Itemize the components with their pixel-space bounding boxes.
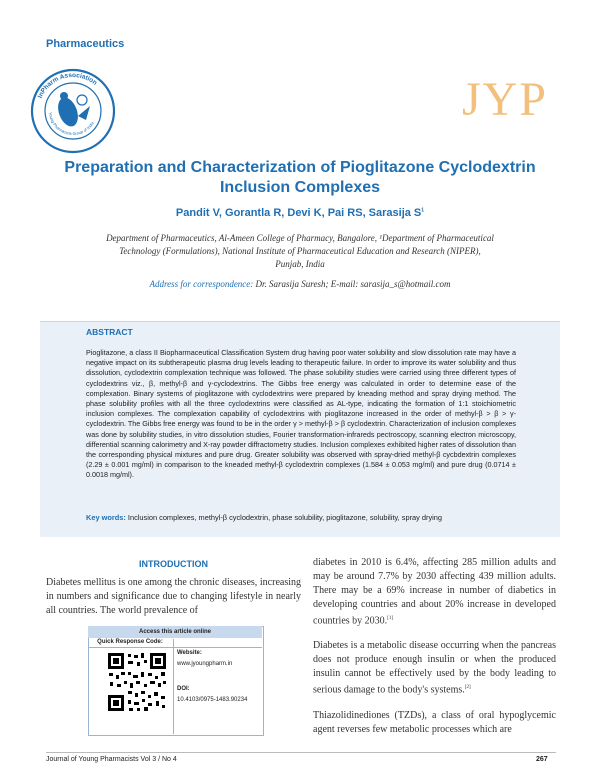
affiliations <box>92 232 508 271</box>
footer-page-number: 267 <box>536 756 548 763</box>
keywords <box>86 513 526 522</box>
title-line-2: Inclusion Complexes <box>219 179 381 196</box>
title-line-1: Preparation and Characterization of Pioglitazone Cyclodextrin <box>64 159 536 176</box>
affil-line-3: Punjab, India <box>275 259 325 269</box>
website-link[interactable]: www.jyoungpharm.in <box>177 661 233 667</box>
article-title <box>40 158 560 198</box>
doi-link[interactable]: 10.4103/0975-1483.90234 <box>177 697 248 703</box>
citation: [2] <box>464 685 471 691</box>
correspondence <box>40 279 560 289</box>
qr-code[interactable] <box>106 651 168 713</box>
logo-ring-text: InPharm Association <box>36 71 99 100</box>
footer-divider <box>46 752 556 753</box>
affil-line-1: Department of Pharmaceutics, Al-Ameen College of Pharmacy, Bangalore, ¹Department of Pharmaceutical <box>106 233 494 243</box>
logo-inner-text: Young Pharmacists Group of India <box>48 111 95 137</box>
abstract-text: Pioglitazone, a class II Biopharmaceutical Classification System drug having poor water solubility and slow dissolution rate may have a negative impact on its subtherapeutic plasma drug levels leading to therapeutic failure. In order to improve its water solubility and thus dissolution, cyclodextrin complexation technique was followed. The phase solubility studies were carried using three different types of cyclodextrins viz., β, methyl-β and γ-cyclodextrins. The Gibbs free energy was calculated in order to determine ease of the complexation. Binary systems of pioglitazone with cyclodextrins were prepared by kneading method and spray drying method. The phase solubility profiles with all the three cyclodextrins were classified as AL-type, indicating the formation of 1:1 stoichiometric inclusion complexes. The complexation capability of cyclodextrins with pioglitazone increased in the order of methyl-β > β > γ-cyclodextrin. The Gibbs free energy was found to be in the order γ > methyl-β > β cyclodextrin. Characterization of inclusion complexes was done by solubility studies, in vitro dissolution studies, Fourier transformation-infrareds pectroscopy, scanning electron microscopy, differential scanning calorimetry and X-ray powder diffractometry studies. Inclusion complexes exhibited higher rates of dissolution than the corresponding physical mixtures and pure drug. Greater solubility was observed with spray-dried methyl-β cycbdextrin complexes (2.29 ± 0.001 mg/ml) in comparison to the kneaded methyl-β cyclodextrin complexes (1.584 ± 0.053 mg/ml) and pure drug (0.0714 ± 0.0018 mg/ml). <box>86 348 516 480</box>
affil-line-2: Technology (Formulations), National Institute of Pharmaceutical Education and Research (NIPER), <box>119 246 481 256</box>
section-label: Pharmaceutics <box>46 38 125 50</box>
intro-left-paragraph: Diabetes mellitus is one among the chronic diseases, increasing in numbers and significance due to changing lifestyle in nearly all countries. The world prevalence of <box>46 577 301 616</box>
footer-journal: Journal of Young Pharmacists Vol 3 / No 4 <box>46 756 177 763</box>
paragraph-text: Diabetes is a metabolic disease occurring when the pancreas does not produce enough insulin or when the produced insulin cannot be effectively used by the body leading to serious damage to the body's systems. <box>313 640 556 696</box>
intro-right-column <box>313 556 556 748</box>
access-box-heading: Access this article online <box>88 626 262 638</box>
doi-label: DOI: <box>177 686 190 692</box>
abstract-heading: ABSTRACT <box>86 327 133 337</box>
keywords-label: Key words: <box>86 513 126 522</box>
paragraph-text: diabetes in 2010 is 6.4%, affecting 285 million adults and may be around 7.7% by 2030 affecting 439 million adults. There may be a 69% increase in number of diabetics in developing countries and about 20% increase in developed countries by 2030. <box>313 557 556 627</box>
paragraph <box>313 556 556 628</box>
citation: [1] <box>387 616 393 621</box>
author-list <box>40 207 560 219</box>
introduction-heading: INTRODUCTION <box>139 559 208 569</box>
access-box-column-divider <box>173 639 174 734</box>
authors-text: Pandit V, Gorantla R, Devi K, Pai RS, Sarasija S <box>175 207 422 219</box>
correspondence-text: Dr. Sarasija Suresh; E-mail: sarasija_s@hotmail.com <box>255 279 451 289</box>
access-box-divider <box>88 647 262 648</box>
keywords-text: Inclusion complexes, methyl-β cyclodextrin, phase solubility, pioglitazone, solubility, spray drying <box>127 513 443 522</box>
paragraph <box>313 639 556 697</box>
website-label: Website: <box>177 650 202 656</box>
correspondence-label: Address for correspondence: <box>149 279 254 289</box>
paragraph: Thiazolidinediones (TZDs), a class of oral hypoglycemic agent reverses few metabolic processes which are <box>313 709 556 735</box>
association-logo <box>28 66 118 156</box>
journal-mark: JYP <box>461 73 548 126</box>
authors-sup: 1 <box>421 207 425 214</box>
qr-label: Quick Response Code: <box>97 639 163 645</box>
